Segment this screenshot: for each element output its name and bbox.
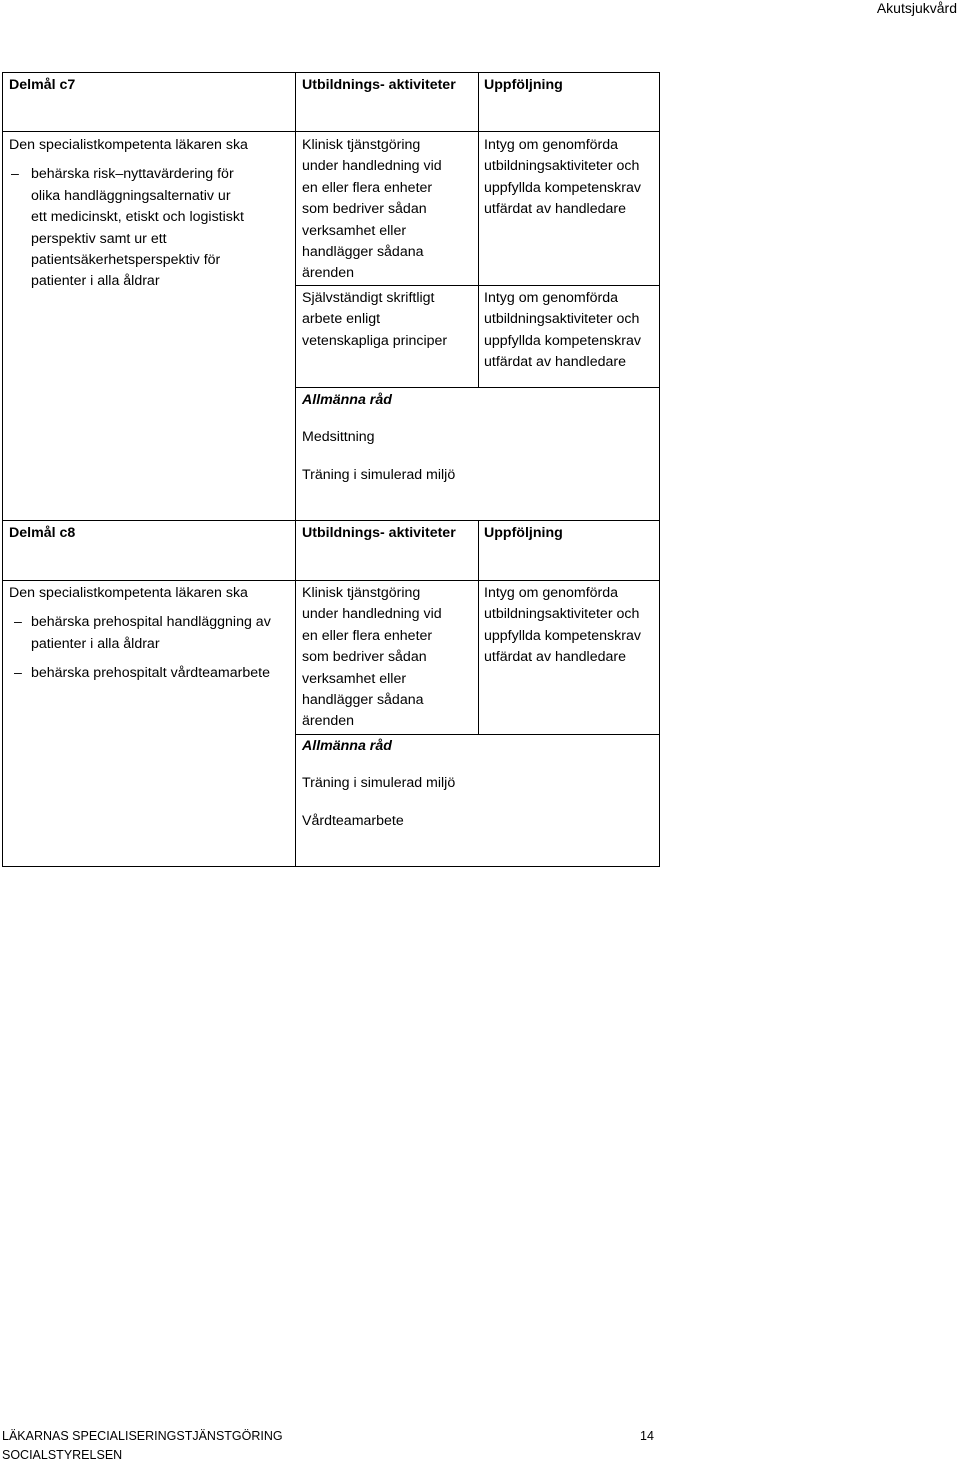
general-advice bbox=[302, 390, 474, 486]
goal-bullet-line: behärska prehospitalt vårdteamarbete bbox=[31, 665, 270, 682]
row-divider bbox=[295, 734, 660, 735]
goal-intro: Den specialistkompetenta läkaren ska bbox=[9, 137, 248, 153]
activity-line: en eller flera enheter bbox=[302, 179, 433, 196]
page-header: Akutsjukvård bbox=[876, 0, 957, 16]
goal-bullet-line: perspektiv samt ur ett bbox=[31, 230, 167, 247]
row-divider bbox=[2, 580, 660, 581]
activity-line: som bedriver sådan bbox=[302, 649, 427, 666]
followup-line: utbildningsaktiviteter och bbox=[484, 158, 640, 175]
activity-clinical bbox=[302, 135, 474, 285]
followup-line: utfärdat av handledare bbox=[484, 201, 626, 218]
followup-line: Intyg om genomförda bbox=[484, 585, 619, 601]
goal-bullet: – behärska prehospitalt vårdteamarbete bbox=[9, 663, 289, 684]
row-divider bbox=[295, 387, 660, 388]
goal-bullet-line: patienter i alla åldrar bbox=[31, 635, 160, 652]
general-advice bbox=[302, 736, 474, 832]
followup-line: Intyg om genomförda bbox=[484, 290, 619, 306]
goal-bullet-line: olika handläggningsalternativ ur bbox=[31, 187, 231, 204]
activity-line: Klinisk tjänstgöring bbox=[302, 585, 421, 601]
activity-line: under handledning vid bbox=[302, 158, 442, 175]
row-divider bbox=[295, 285, 660, 286]
column-divider bbox=[295, 520, 296, 867]
footer-line-1: LÄKARNAS SPECIALISERINGSTJÄNSTGÖRING bbox=[2, 1429, 283, 1443]
column-divider bbox=[295, 72, 296, 521]
activity-line: Självständigt skriftligt bbox=[302, 290, 435, 306]
header-activities: Utbildnings- aktiviteter bbox=[302, 525, 456, 541]
advice-item: Träning i simulerad miljö bbox=[302, 775, 456, 792]
goal-bullet: – behärska risk–nyttavärdering för olika handläggningsalternativ ur ett medicinskt, etiskt och logistiskt perspektiv samt ur ett patientsäkerhetsperspektiv för patienter i alla åldrar bbox=[9, 164, 289, 292]
header-delmal: Delmål c7 bbox=[9, 77, 76, 93]
advice-heading: Allmänna råd bbox=[302, 392, 392, 408]
column-divider bbox=[478, 72, 479, 388]
goal-intro: Den specialistkompetenta läkaren ska bbox=[9, 585, 248, 601]
followup-line: Intyg om genomförda bbox=[484, 137, 619, 153]
activity-line: en eller flera enheter bbox=[302, 627, 433, 644]
activity-line: arbete enligt bbox=[302, 311, 381, 328]
advice-item: Medsittning bbox=[302, 429, 375, 446]
activity-line: vetenskapliga principer bbox=[302, 332, 448, 349]
goal-bullet-line: patienter i alla åldrar bbox=[31, 273, 160, 290]
goal-bullet-line: patientsäkerhetsperspektiv för bbox=[31, 252, 221, 269]
goal-bullet-line: behärska prehospital handläggning av bbox=[31, 614, 271, 631]
followup-line: utfärdat av handledare bbox=[484, 649, 626, 666]
followup-2 bbox=[484, 288, 656, 374]
header-activities: Utbildnings- aktiviteter bbox=[302, 77, 456, 93]
followup-1 bbox=[484, 583, 656, 669]
row-divider bbox=[2, 131, 660, 132]
goal-bullet-line: behärska risk–nyttavärdering för bbox=[31, 166, 234, 183]
activity-written-work bbox=[302, 288, 474, 352]
activity-line: ärenden bbox=[302, 265, 355, 282]
goal-bullet-line: ett medicinskt, etiskt och logistiskt bbox=[31, 209, 244, 226]
activity-line: ärenden bbox=[302, 713, 355, 730]
followup-line: utbildningsaktiviteter och bbox=[484, 606, 640, 623]
followup-line: uppfyllda kompetenskrav bbox=[484, 179, 641, 196]
column-divider bbox=[478, 520, 479, 734]
activity-line: under handledning vid bbox=[302, 606, 442, 623]
activity-line: handlägger sådana bbox=[302, 692, 424, 709]
advice-item: Vårdteamarbete bbox=[302, 812, 404, 829]
activity-line: verksamhet eller bbox=[302, 670, 407, 687]
goal-text bbox=[9, 583, 289, 685]
header-followup: Uppföljning bbox=[484, 525, 563, 541]
page-number: 14 bbox=[640, 1429, 654, 1443]
activity-clinical bbox=[302, 583, 474, 733]
goal-text bbox=[9, 135, 289, 293]
advice-item: Träning i simulerad miljö bbox=[302, 466, 456, 483]
activity-line: handlägger sådana bbox=[302, 244, 424, 261]
advice-heading: Allmänna råd bbox=[302, 738, 392, 754]
activity-line: Klinisk tjänstgöring bbox=[302, 137, 421, 153]
footer-line-2: SOCIALSTYRELSEN bbox=[2, 1448, 123, 1462]
header-delmal: Delmål c8 bbox=[9, 525, 76, 541]
followup-line: utbildningsaktiviteter och bbox=[484, 311, 640, 328]
goal-bullet: – behärska prehospital handläggning av patienter i alla åldrar bbox=[9, 612, 289, 655]
activity-line: som bedriver sådan bbox=[302, 201, 427, 218]
followup-1 bbox=[484, 135, 656, 221]
activity-line: verksamhet eller bbox=[302, 222, 407, 239]
followup-line: utfärdat av handledare bbox=[484, 354, 626, 371]
header-followup: Uppföljning bbox=[484, 77, 563, 93]
followup-line: uppfyllda kompetenskrav bbox=[484, 332, 641, 349]
followup-line: uppfyllda kompetenskrav bbox=[484, 627, 641, 644]
